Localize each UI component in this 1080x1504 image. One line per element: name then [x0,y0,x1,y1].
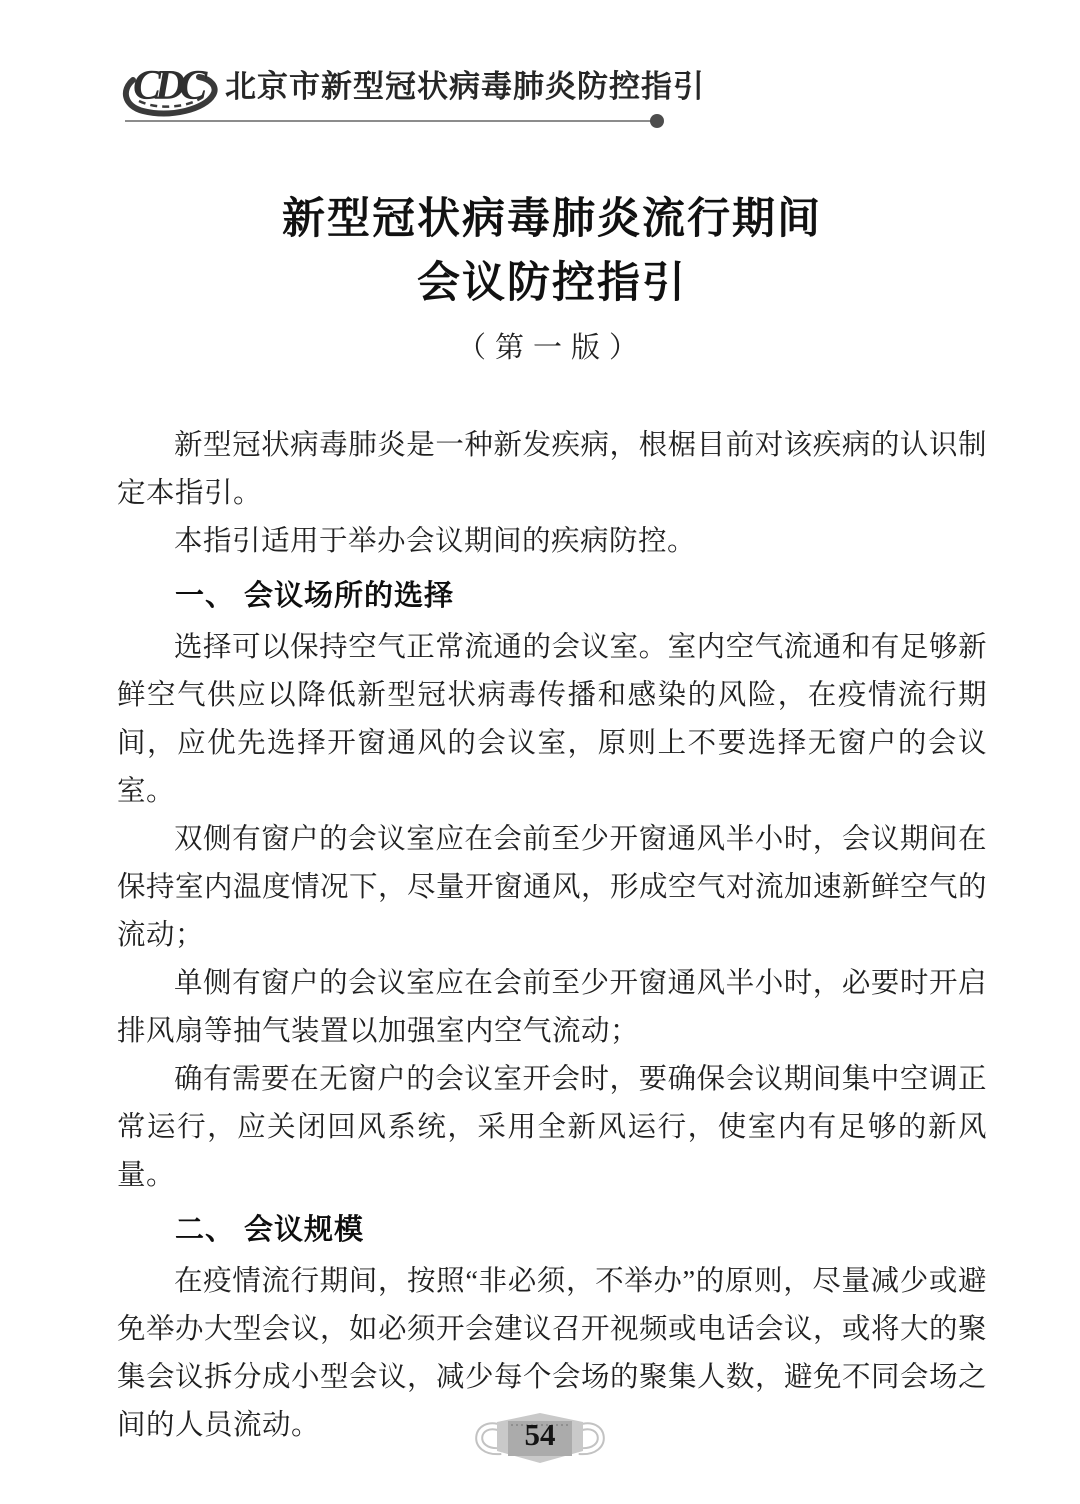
section-heading-1: 一、 会议场所的选择 [175,580,455,612]
header-brand-text: 北京市新型冠状病毒肺炎防控指引 [225,68,705,104]
page-header [117,58,987,128]
cdc-logo-icon [117,54,219,122]
body-paragraph: 新型冠状病毒肺炎是一种新发疾病，根椐目前对该疾病的认识制定本指引。 [117,430,987,509]
header-rule [125,120,657,122]
document-title-line2: 会议防控指引 [417,260,687,307]
document-title-line1: 新型冠状病毒肺炎流行期间 [282,196,822,243]
body-paragraph: 双侧有窗户的会议室应在会前至少开窗通风半小时，会议期间在保持室内温度情况下，尽量开窗通风，形成空气对流加速新鲜空气的流动； [117,824,988,951]
document-body [117,422,987,1450]
section-heading-2: 二、 会议规模 [175,1214,365,1246]
body-paragraph: 单侧有窗户的会议室应在会前至少开窗通风半小时，必要时开启排风扇等抽气装置以加强室内空气流动； [117,968,987,1047]
title-block [117,188,987,368]
svg-text:CDC: CDC [133,63,202,109]
page-footer [455,1406,625,1476]
edition-label: （第一版） [456,332,647,364]
body-paragraph: 确有需要在无窗户的会议室开会时，要确保会议期间集中空调正常运行，应关闭回风系统，采用全新风运行，使室内有足够的新风量。 [117,1064,987,1191]
face-mask-icon [455,1406,625,1476]
header-rule-dot [650,114,664,128]
page-number: 54 [524,1417,556,1452]
body-paragraph: 在疫情流行期间，按照“非必须，不举办”的原则，尽量减少或避免举办大型会议，如必须开会建议召开视频或电话会议，或将大的聚集会议拆分成小型会议，减少每个会场的聚集人数，避免不同会场之间的人员流动。 [117,1266,988,1441]
body-paragraph: 本指引适用于举办会议期间的疾病防控。 [174,526,697,557]
header-row [117,58,987,122]
body-paragraph: 选择可以保持空气正常流通的会议室。室内空气流通和有足够新鲜空气供应以降低新型冠状病毒传播和感染的风险，在疫情流行期间，应优先选择开窗通风的会议室，原则上不要选择无窗户的会议室。 [117,632,987,807]
